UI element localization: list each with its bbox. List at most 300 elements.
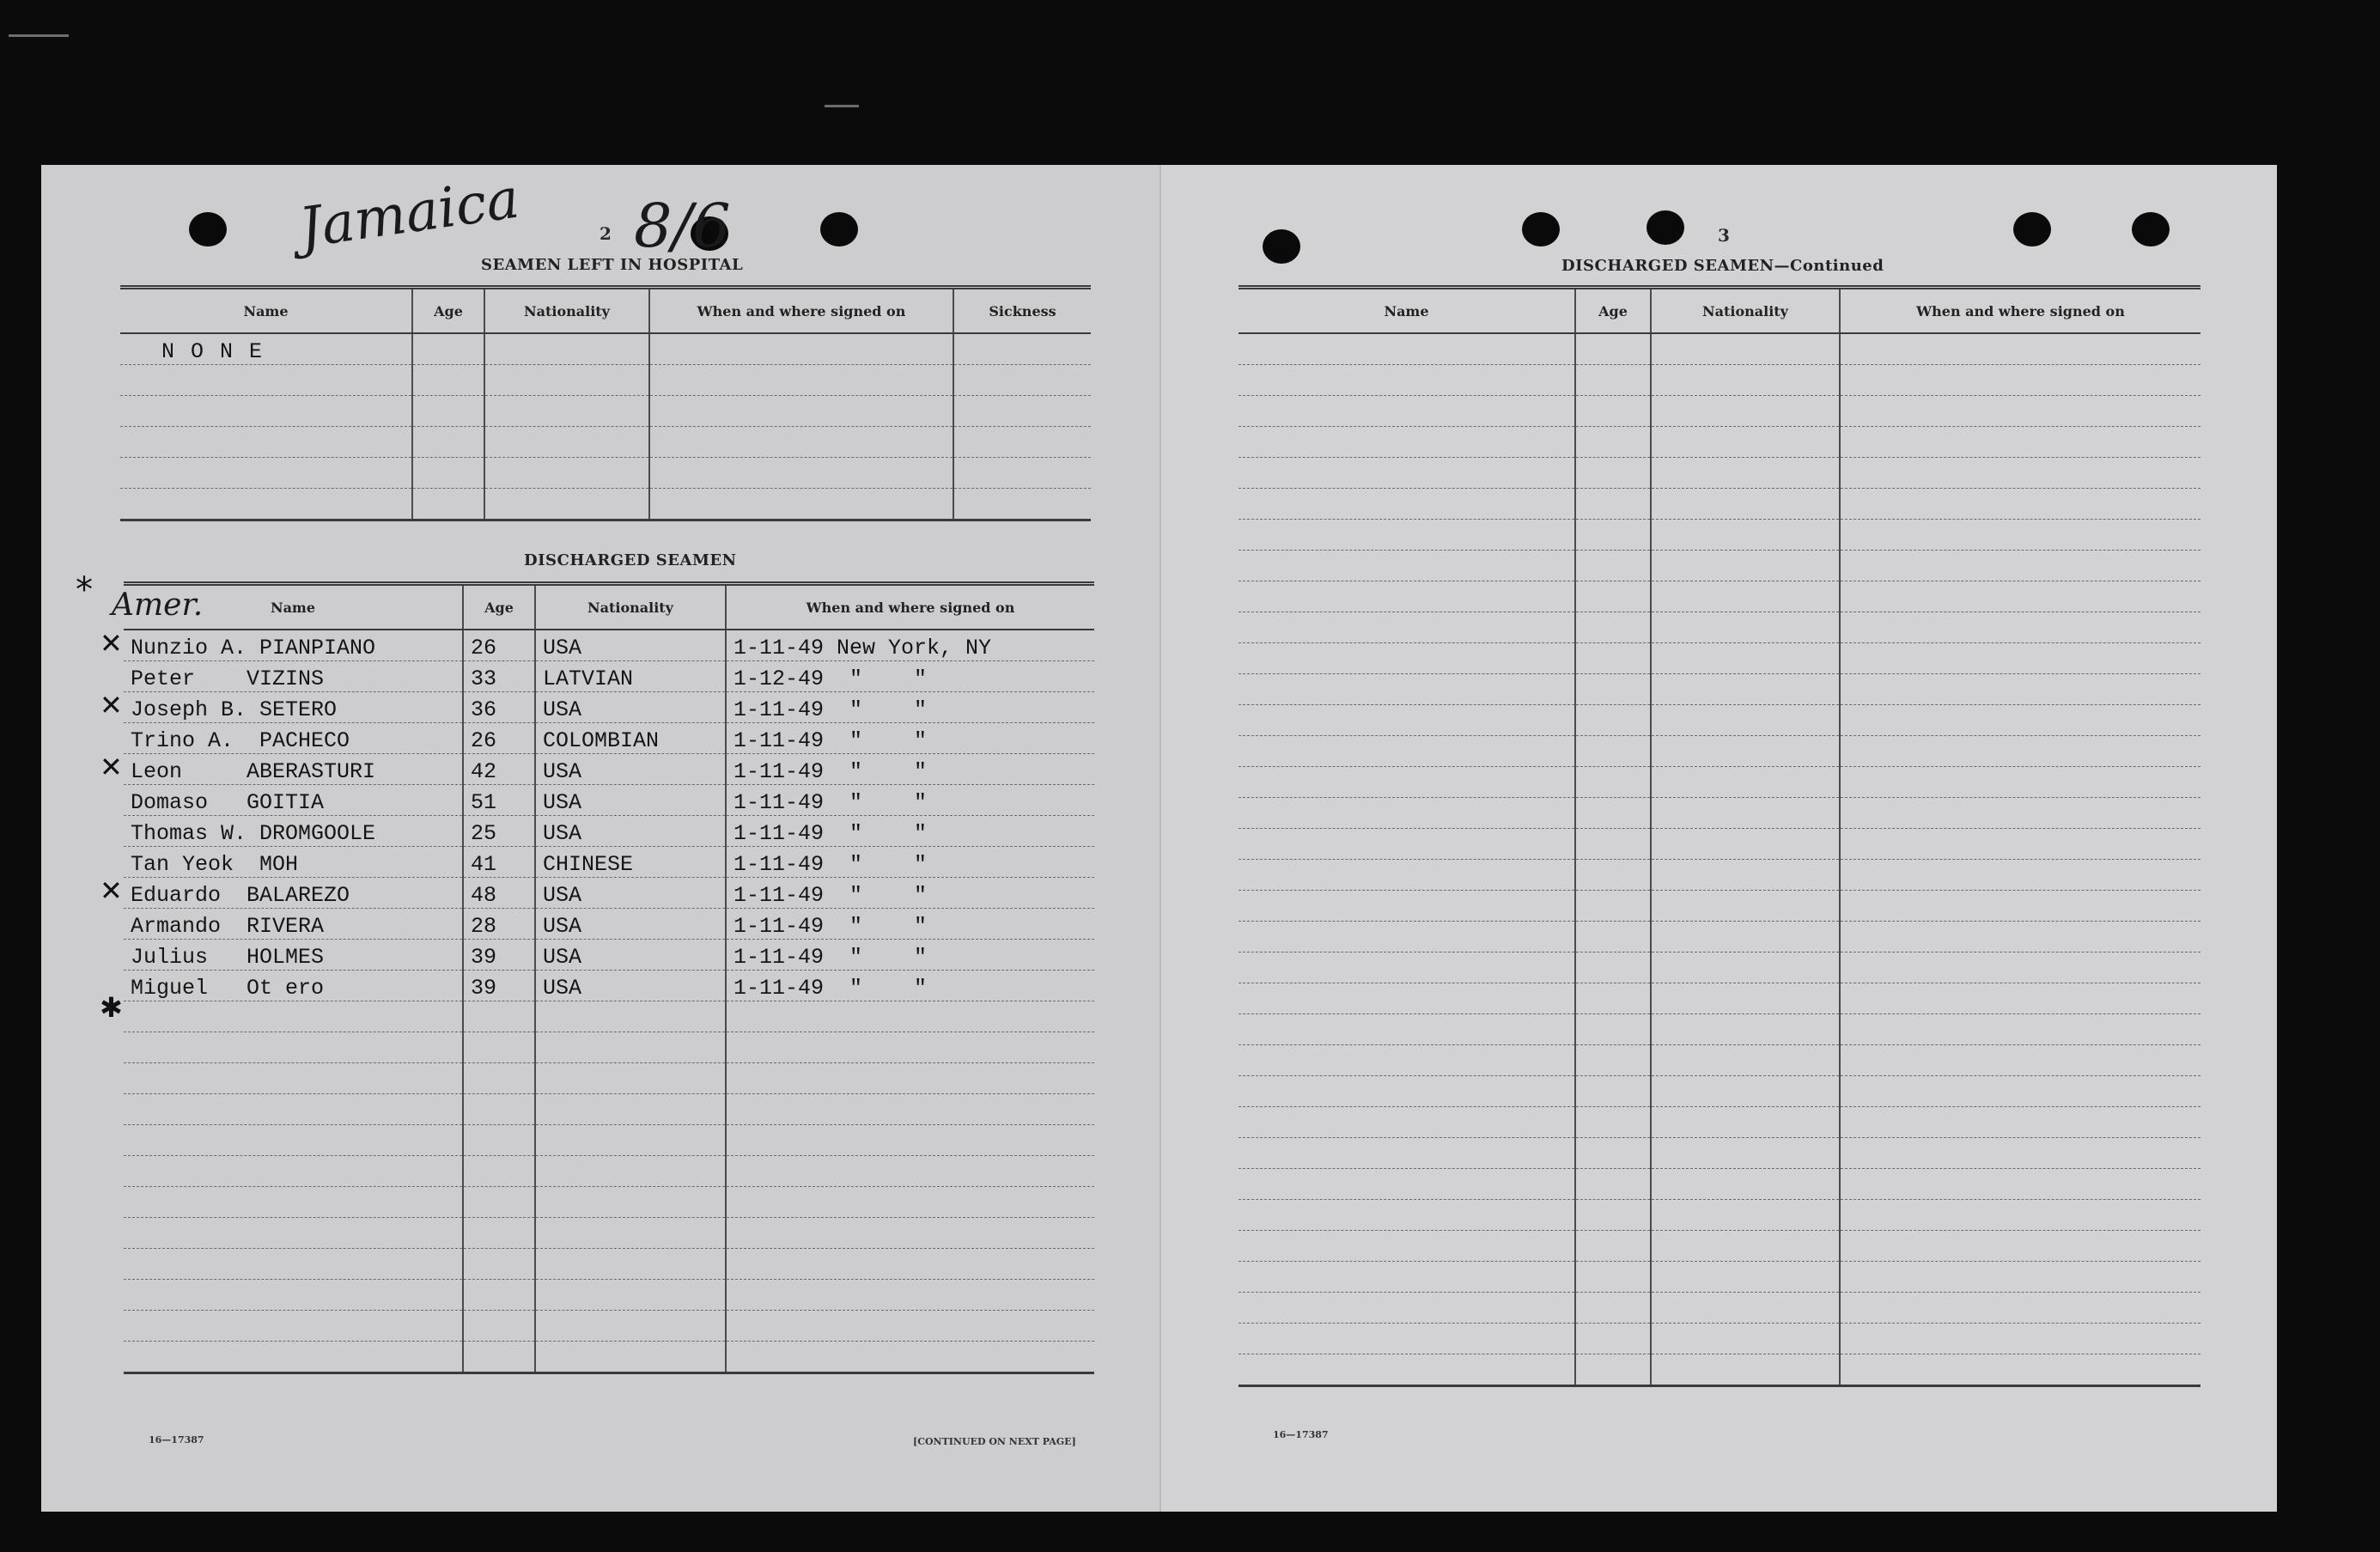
table-cell	[484, 396, 649, 427]
table-row	[1239, 1200, 2200, 1231]
table-cell	[1575, 1107, 1651, 1138]
table-cell	[649, 333, 953, 365]
table-cell	[1239, 891, 1575, 922]
table-cell	[649, 489, 953, 520]
table-cell	[1651, 1138, 1840, 1169]
table-row	[1239, 674, 2200, 705]
table-cell	[1575, 1169, 1651, 1200]
table-cell	[120, 458, 412, 489]
table-cell	[1239, 860, 1575, 891]
table-cell: 51	[463, 785, 535, 816]
table-cell	[484, 333, 649, 365]
table-cell	[1575, 674, 1651, 705]
table-cell: 1-11-49 " "	[726, 785, 1094, 816]
table-cell	[412, 396, 484, 427]
table-cell	[1239, 427, 1575, 458]
table-cell: COLOMBIAN	[535, 723, 726, 754]
x-mark: ✕	[100, 874, 123, 907]
table-cell	[1239, 1138, 1575, 1169]
table-cell	[1575, 953, 1651, 983]
table-row	[1239, 1324, 2200, 1354]
table-cell	[1239, 458, 1575, 489]
table-cell	[1239, 551, 1575, 581]
table-cell	[1651, 551, 1840, 581]
table-cell	[1651, 489, 1840, 520]
table-cell: Trino A. PACHECO	[124, 723, 463, 754]
table-cell	[1575, 1231, 1651, 1262]
table-cell	[120, 489, 412, 520]
table-cell: 33	[463, 661, 535, 692]
discharged-table	[124, 581, 1094, 1374]
table-cell	[1239, 1014, 1575, 1045]
table-row	[124, 1063, 1094, 1094]
table-cell	[1651, 1076, 1840, 1107]
table-cell	[1575, 333, 1651, 365]
table-cell	[124, 1156, 463, 1187]
column-header-name: Name	[124, 584, 463, 630]
table-cell	[1651, 674, 1840, 705]
table-cell: CHINESE	[535, 847, 726, 878]
table-cell	[1651, 953, 1840, 983]
table-row	[1239, 551, 2200, 581]
table-cell	[1651, 1200, 1840, 1231]
table-cell	[1239, 333, 1575, 365]
table-cell	[120, 365, 412, 396]
table-cell	[953, 427, 1091, 458]
table-cell: 26	[463, 723, 535, 754]
table-cell	[1840, 1076, 2200, 1107]
table-cell	[1575, 365, 1651, 396]
table-cell	[1651, 922, 1840, 953]
table-cell	[412, 458, 484, 489]
table-row	[124, 1342, 1094, 1373]
table-row	[124, 909, 1094, 940]
table-row	[124, 754, 1094, 785]
punch-hole	[2132, 212, 2170, 246]
continued-note: [CONTINUED ON NEXT PAGE]	[913, 1436, 1076, 1447]
table-cell: USA	[535, 692, 726, 723]
table-row	[124, 1311, 1094, 1342]
table-cell	[726, 1218, 1094, 1249]
table-cell	[1651, 1045, 1840, 1076]
x-mark: ✱	[100, 991, 123, 1024]
table-row	[124, 785, 1094, 816]
table-cell	[1840, 767, 2200, 798]
punch-hole	[1522, 212, 1560, 246]
form-number: 16—17387	[1273, 1429, 1329, 1440]
table-cell	[535, 1187, 726, 1218]
table-cell	[535, 1311, 726, 1342]
table-cell: 1-12-49 " "	[726, 661, 1094, 692]
table-cell	[1575, 1200, 1651, 1231]
table-cell	[1840, 829, 2200, 860]
table-cell	[1840, 612, 2200, 643]
table-row	[124, 1094, 1094, 1125]
table-cell	[1239, 612, 1575, 643]
table-row	[1239, 427, 2200, 458]
table-cell: 48	[463, 878, 535, 909]
table-cell	[412, 427, 484, 458]
table-cell	[1239, 1324, 1575, 1354]
table-cell	[535, 1125, 726, 1156]
table-cell	[1651, 1262, 1840, 1293]
column-header-age: Age	[1575, 288, 1651, 334]
table-cell	[463, 1187, 535, 1218]
table-row	[124, 940, 1094, 971]
table-cell	[1840, 520, 2200, 551]
punch-hole	[2013, 212, 2051, 246]
table-cell	[1239, 1045, 1575, 1076]
table-cell	[726, 1094, 1094, 1125]
table-cell: USA	[535, 785, 726, 816]
table-cell	[463, 1063, 535, 1094]
table-row	[1239, 581, 2200, 612]
table-row	[120, 458, 1091, 489]
table-cell: LATVIAN	[535, 661, 726, 692]
table-cell	[463, 1094, 535, 1125]
table-row	[1239, 829, 2200, 860]
table-row	[124, 723, 1094, 754]
table-cell	[1239, 953, 1575, 983]
table-cell	[1575, 983, 1651, 1014]
column-header-signed-on: When and where signed on	[726, 584, 1094, 630]
table-row	[1239, 736, 2200, 767]
table-cell: 1-11-49 New York, NY	[726, 630, 1094, 661]
table-cell	[1840, 643, 2200, 674]
table-cell	[1840, 581, 2200, 612]
table-cell	[463, 1218, 535, 1249]
table-cell	[1239, 922, 1575, 953]
column-header-nationality: Nationality	[484, 288, 649, 334]
table-row	[1239, 643, 2200, 674]
table-cell	[1575, 922, 1651, 953]
table-cell: Tan Yeok MOH	[124, 847, 463, 878]
table-cell	[1239, 1262, 1575, 1293]
table-cell	[463, 1342, 535, 1373]
table-cell	[1840, 736, 2200, 767]
table-cell	[726, 1187, 1094, 1218]
table-cell	[1239, 1076, 1575, 1107]
table-cell	[953, 333, 1091, 365]
table-cell	[412, 333, 484, 365]
table-cell	[1575, 643, 1651, 674]
table-cell	[1239, 983, 1575, 1014]
punch-hole	[1647, 210, 1684, 245]
table-cell	[1840, 427, 2200, 458]
table-cell	[463, 1032, 535, 1063]
table-cell	[1651, 427, 1840, 458]
table-cell: 1-11-49 " "	[726, 754, 1094, 785]
x-mark: ✕	[100, 627, 123, 660]
table-cell	[1840, 1107, 2200, 1138]
table-row	[1239, 953, 2200, 983]
table-cell	[120, 427, 412, 458]
column-header-name: Name	[120, 288, 412, 334]
table-row	[120, 396, 1091, 427]
table-cell	[1575, 581, 1651, 612]
table-cell	[1840, 1169, 2200, 1200]
table-cell: Peter VIZINS	[124, 661, 463, 692]
table-cell	[535, 1156, 726, 1187]
asterisk-mark: *	[76, 570, 93, 610]
table-cell	[1651, 767, 1840, 798]
table-row	[124, 847, 1094, 878]
table-cell	[1840, 705, 2200, 736]
table-row	[120, 333, 1091, 365]
table-cell	[726, 1001, 1094, 1032]
table-cell	[1239, 1293, 1575, 1324]
table-cell	[1651, 798, 1840, 829]
discharged-continued-table	[1239, 285, 2200, 1387]
table-cell: 25	[463, 816, 535, 847]
table-cell	[1651, 581, 1840, 612]
punch-hole	[820, 212, 858, 246]
table-cell	[1575, 427, 1651, 458]
table-cell	[953, 489, 1091, 520]
table-cell	[1840, 365, 2200, 396]
table-cell	[1575, 1014, 1651, 1045]
table-cell	[953, 365, 1091, 396]
table-row	[1239, 1293, 2200, 1324]
table-cell	[649, 396, 953, 427]
table-row	[1239, 489, 2200, 520]
table-cell: 28	[463, 909, 535, 940]
table-cell	[1239, 489, 1575, 520]
x-mark: ✕	[100, 689, 123, 721]
table-cell	[1840, 1231, 2200, 1262]
table-cell: Leon ABERASTURI	[124, 754, 463, 785]
table-cell	[726, 1156, 1094, 1187]
table-row	[124, 971, 1094, 1001]
table-cell	[1840, 798, 2200, 829]
table-row	[1239, 396, 2200, 427]
table-row	[124, 878, 1094, 909]
table-cell	[1651, 829, 1840, 860]
table-cell	[649, 458, 953, 489]
table-cell	[1840, 1262, 2200, 1293]
table-cell	[1651, 612, 1840, 643]
table-row	[1239, 612, 2200, 643]
table-cell	[1575, 1293, 1651, 1324]
hospital-section-title: SEAMEN LEFT IN HOSPITAL	[481, 256, 744, 274]
table-row	[1239, 767, 2200, 798]
table-cell	[1239, 798, 1575, 829]
table-cell: Domaso GOITIA	[124, 785, 463, 816]
table-cell	[1840, 396, 2200, 427]
table-cell: 1-11-49 " "	[726, 723, 1094, 754]
table-row	[1239, 860, 2200, 891]
table-cell: USA	[535, 754, 726, 785]
table-row	[124, 1218, 1094, 1249]
table-cell: USA	[535, 940, 726, 971]
table-cell	[1575, 612, 1651, 643]
table-cell	[1651, 983, 1840, 1014]
table-cell: 1-11-49 " "	[726, 816, 1094, 847]
table-cell	[412, 489, 484, 520]
table-cell	[1239, 1231, 1575, 1262]
table-cell: Eduardo BALAREZO	[124, 878, 463, 909]
table-row	[1239, 1076, 2200, 1107]
table-row	[1239, 1138, 2200, 1169]
table-cell	[1840, 674, 2200, 705]
table-cell: 1-11-49 " "	[726, 878, 1094, 909]
table-cell	[1239, 396, 1575, 427]
table-cell	[1840, 1014, 2200, 1045]
table-row	[124, 1001, 1094, 1032]
scan-mark	[825, 105, 859, 107]
table-cell: 39	[463, 971, 535, 1001]
table-cell	[124, 1218, 463, 1249]
table-cell	[535, 1280, 726, 1311]
table-cell	[463, 1125, 535, 1156]
table-cell	[120, 396, 412, 427]
table-cell	[1651, 1169, 1840, 1200]
table-row	[1239, 891, 2200, 922]
table-cell: 1-11-49 " "	[726, 940, 1094, 971]
table-cell	[1651, 860, 1840, 891]
table-cell	[726, 1249, 1094, 1280]
table-cell	[1840, 458, 2200, 489]
table-cell	[1239, 736, 1575, 767]
table-cell	[1840, 1045, 2200, 1076]
table-row	[124, 1032, 1094, 1063]
table-cell	[1575, 829, 1651, 860]
table-row	[120, 427, 1091, 458]
table-cell	[1651, 365, 1840, 396]
table-cell	[649, 427, 953, 458]
table-cell	[953, 396, 1091, 427]
table-cell	[1840, 1293, 2200, 1324]
table-row	[124, 1187, 1094, 1218]
table-cell: Thomas W. DROMGOOLE	[124, 816, 463, 847]
scan-mark	[9, 34, 69, 37]
table-row	[1239, 1045, 2200, 1076]
page-number: 3	[1718, 225, 1730, 246]
table-cell	[1651, 736, 1840, 767]
column-header-signed-on: When and where signed on	[649, 288, 953, 334]
discharged-section-title: DISCHARGED SEAMEN	[524, 551, 737, 569]
table-cell	[1840, 1200, 2200, 1231]
table-row	[1239, 333, 2200, 365]
column-header-nationality: Nationality	[1651, 288, 1840, 334]
table-cell	[1239, 643, 1575, 674]
table-cell	[1239, 520, 1575, 551]
table-cell: 1-11-49 " "	[726, 971, 1094, 1001]
table-cell	[1840, 891, 2200, 922]
table-cell	[1575, 1076, 1651, 1107]
table-cell	[1840, 953, 2200, 983]
table-cell	[1840, 1138, 2200, 1169]
table-cell	[124, 1125, 463, 1156]
table-row	[1239, 922, 2200, 953]
table-cell	[1651, 1014, 1840, 1045]
table-cell	[1239, 705, 1575, 736]
table-cell	[1575, 798, 1651, 829]
table-cell	[649, 365, 953, 396]
table-cell	[1840, 551, 2200, 581]
table-cell	[1840, 1324, 2200, 1354]
handwritten-note: 8/6	[634, 191, 731, 261]
table-cell	[1651, 643, 1840, 674]
table-cell	[124, 1342, 463, 1373]
table-cell	[1575, 736, 1651, 767]
table-cell: 42	[463, 754, 535, 785]
table-cell	[484, 458, 649, 489]
table-cell	[1651, 1231, 1840, 1262]
punch-hole	[189, 212, 227, 246]
table-row	[124, 1280, 1094, 1311]
table-cell	[484, 427, 649, 458]
table-cell	[535, 1249, 726, 1280]
table-cell: USA	[535, 816, 726, 847]
table-cell	[535, 1032, 726, 1063]
table-cell	[726, 1311, 1094, 1342]
table-cell	[1840, 922, 2200, 953]
table-cell	[726, 1032, 1094, 1063]
table-cell	[1575, 1138, 1651, 1169]
table-cell	[535, 1001, 726, 1032]
table-row	[1239, 1354, 2200, 1386]
table-row	[1239, 1169, 2200, 1200]
table-cell	[1575, 458, 1651, 489]
table-cell	[1239, 581, 1575, 612]
table-cell	[1575, 1354, 1651, 1386]
table-row	[124, 1125, 1094, 1156]
table-cell	[1575, 396, 1651, 427]
table-cell	[463, 1280, 535, 1311]
table-row	[124, 816, 1094, 847]
table-cell	[1239, 1107, 1575, 1138]
table-cell	[1840, 983, 2200, 1014]
column-header-name: Name	[1239, 288, 1575, 334]
column-header-nationality: Nationality	[535, 584, 726, 630]
table-cell	[1239, 674, 1575, 705]
hospital-header-row	[120, 288, 1091, 334]
table-cell	[1840, 860, 2200, 891]
hospital-table	[120, 285, 1091, 521]
table-cell: USA	[535, 878, 726, 909]
discharged-header-row	[124, 584, 1094, 630]
table-row	[1239, 1231, 2200, 1262]
table-cell	[463, 1249, 535, 1280]
table-cell: USA	[535, 630, 726, 661]
table-row	[1239, 705, 2200, 736]
table-cell: Joseph B. SETERO	[124, 692, 463, 723]
table-cell: Armando RIVERA	[124, 909, 463, 940]
column-header-age: Age	[412, 288, 484, 334]
table-cell: 36	[463, 692, 535, 723]
handwritten-amer-note: Amer.	[112, 587, 204, 623]
table-cell	[1239, 1169, 1575, 1200]
table-row	[120, 365, 1091, 396]
table-cell	[124, 1032, 463, 1063]
table-cell	[463, 1001, 535, 1032]
table-cell	[1651, 1324, 1840, 1354]
table-cell	[1575, 489, 1651, 520]
table-row	[1239, 1107, 2200, 1138]
column-header-sickness: Sickness	[953, 288, 1091, 334]
table-cell	[1651, 1293, 1840, 1324]
form-number: 16—17387	[149, 1434, 204, 1445]
table-cell	[1575, 1262, 1651, 1293]
table-cell: USA	[535, 971, 726, 1001]
table-cell	[1651, 1107, 1840, 1138]
table-cell	[1575, 767, 1651, 798]
table-row	[124, 661, 1094, 692]
punch-hole	[1263, 229, 1300, 264]
table-cell	[1239, 767, 1575, 798]
table-cell: Julius HOLMES	[124, 940, 463, 971]
